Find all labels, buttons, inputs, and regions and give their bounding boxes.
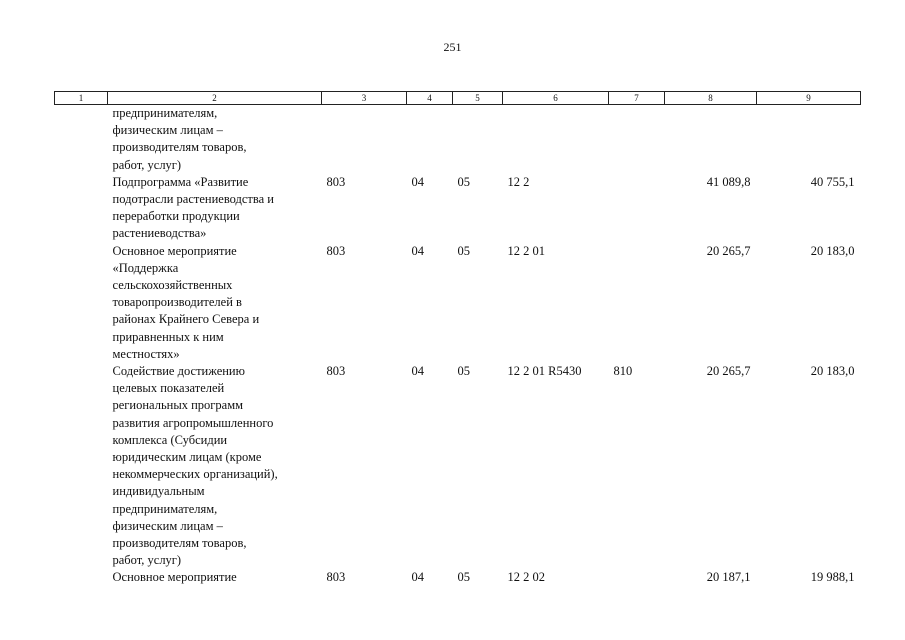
column-header: 1: [55, 92, 108, 105]
cell-col-1: [55, 363, 108, 569]
column-header: 8: [665, 92, 757, 105]
cell-col-5: 05: [457, 243, 470, 258]
table-body: [55, 105, 861, 587]
cell-col-9: [757, 105, 861, 174]
cell-col-7: 810: [613, 364, 633, 379]
column-header: 6: [503, 92, 609, 105]
cell-col-6: 12 2 01 R5430: [507, 364, 582, 379]
cell-name: Основное мероприятие «Поддержка сельскохозяйственных товаропроизводителей в районах Крайнего Севера и приравненных к ним местностях»: [112, 243, 260, 361]
cell-col-1: [55, 569, 108, 586]
cell-col-8: 20 187,1: [706, 570, 751, 585]
cell-name: Подпрограмма «Развитие подотрасли растениеводства и переработки продукции растениеводства»: [112, 174, 274, 241]
cell-col-9: 20 183,0: [810, 243, 855, 258]
cell-col-1: [55, 243, 108, 363]
cell-col-6: 12 2: [507, 174, 530, 189]
cell-col-5: 05: [457, 570, 470, 585]
cell-name: Основное мероприятие: [112, 570, 237, 585]
cell-col-4: 04: [411, 243, 424, 258]
cell-col-3: 803: [326, 243, 346, 258]
cell-col-4: 04: [411, 570, 424, 585]
budget-table: [54, 91, 861, 587]
table-row: [55, 363, 861, 569]
column-number-header: [55, 92, 861, 105]
table-row: [55, 105, 861, 174]
page-number: 251: [443, 40, 462, 54]
cell-col-4: 04: [411, 364, 424, 379]
cell-col-3: [322, 105, 407, 174]
cell-col-5: 05: [457, 364, 470, 379]
table-row: [55, 569, 861, 586]
column-header: 2: [108, 92, 322, 105]
cell-name: Содействие достижению целевых показателей региональных программ развития агропромышленного комплекса (Субсидии юридическим лицам (кроме некоммерческих организаций), индивидуальным предпринимателям, физическим лицам – производителям товаров, работ, услуг): [112, 364, 278, 568]
cell-col-4: [407, 105, 453, 174]
cell-col-7: [609, 105, 665, 174]
cell-col-8: 41 089,8: [706, 174, 751, 189]
cell-name: предпринимателям, физическим лицам – производителям товаров, работ, услуг): [112, 106, 247, 172]
cell-col-3: 803: [326, 364, 346, 379]
column-header: 4: [407, 92, 453, 105]
cell-col-1: [55, 105, 108, 174]
cell-col-3: 803: [326, 570, 346, 585]
cell-col-8: 20 265,7: [706, 243, 751, 258]
cell-col-8: [665, 105, 757, 174]
cell-col-5: 05: [457, 174, 470, 189]
column-header: 9: [757, 92, 861, 105]
cell-col-1: [55, 174, 108, 243]
cell-col-3: 803: [326, 174, 346, 189]
cell-col-5: [453, 105, 503, 174]
cell-col-7: [609, 243, 665, 363]
cell-col-8: 20 265,7: [706, 364, 751, 379]
cell-col-7: [609, 569, 665, 586]
column-header: 7: [609, 92, 665, 105]
cell-col-9: 19 988,1: [810, 570, 855, 585]
cell-col-6: 12 2 02: [507, 570, 545, 585]
cell-col-9: 40 755,1: [810, 174, 855, 189]
cell-col-9: 20 183,0: [810, 364, 855, 379]
cell-col-6: [503, 105, 609, 174]
cell-col-4: 04: [411, 174, 424, 189]
cell-col-6: 12 2 01: [507, 243, 545, 258]
cell-col-7: [609, 174, 665, 243]
table-row: [55, 243, 861, 363]
table-row: [55, 174, 861, 243]
column-header: 3: [322, 92, 407, 105]
column-header: 5: [453, 92, 503, 105]
